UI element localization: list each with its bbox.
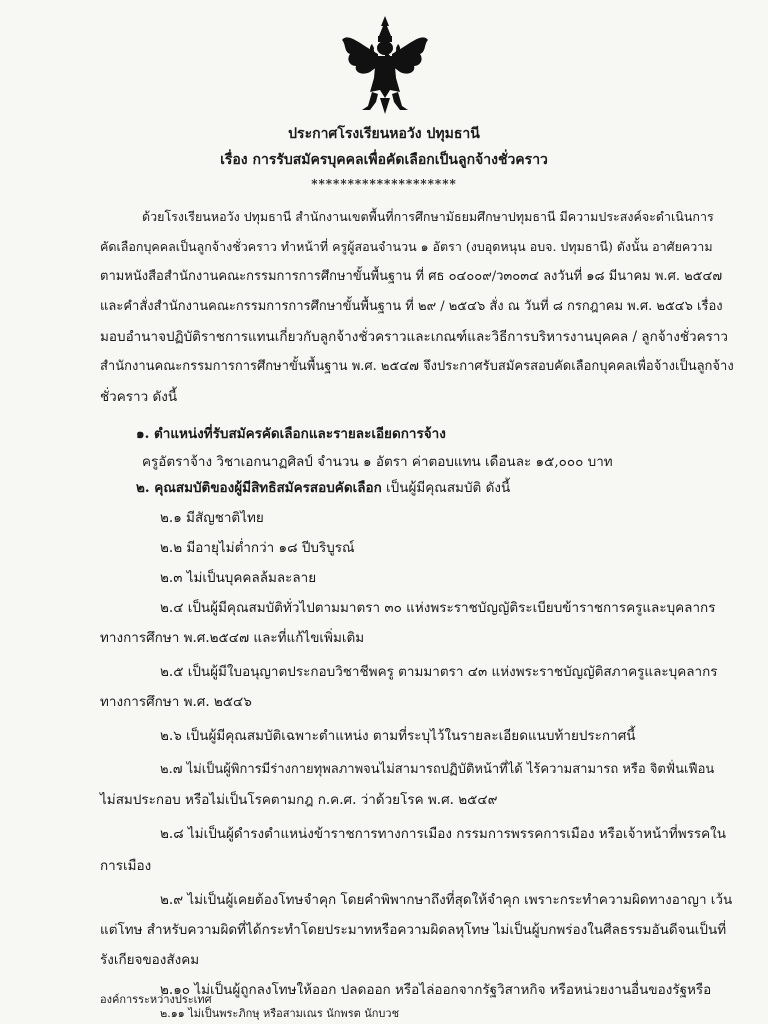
section-heading-rest: เป็นผู้มีคุณสมบัติ ดังนี้ bbox=[381, 480, 511, 496]
qualification-item: ๒.๑ มีสัญชาติไทย bbox=[160, 510, 264, 526]
qualification-item-cont: รังเกียจของสังคม bbox=[100, 952, 200, 968]
qualification-item-cont: ทางการศึกษา พ.ศ.๒๕๔๗ และที่แก้ไขเพิ่มเติม bbox=[100, 630, 365, 646]
section-heading-bold: ๒. คุณสมบัติของผู้มีสิทธิสมัครสอบคัดเลือก bbox=[136, 480, 382, 496]
qualification-item: ๒.๙ ไม่เป็นผู้เคยต้องโทษจำคุก โดยคำพิพากษาถึงที่สุดให้จำคุก เพราะกระทำความผิดทางอาญา เว้น bbox=[160, 892, 733, 908]
intro-line: มอบอำนาจปฏิบัติราชการแทนเกี่ยวกับลูกจ้างชั่วคราวและเกณฑ์และวิธีการบริหารงานบุคคล / ลูกจ้างชั่วคราว bbox=[100, 329, 729, 345]
qualification-item: ๒.๑๑ ไม่เป็นพระภิกษุ หรือสามเณร นักพรต นักบวช bbox=[160, 1007, 400, 1020]
intro-line: ด้วยโรงเรียนหอวัง ปทุมธานี สำนักงานเขตพื้นที่การศึกษามัธยมศึกษาปทุมธานี มีความประสงค์จะดำเนินการ bbox=[142, 209, 714, 224]
qualification-item: ๒.๗ ไม่เป็นผู้พิการมีร่างกายทุพลภาพจนไม่สามารถปฏิบัติหน้าที่ได้ ไร้ความสามารถ หรือ จิตฟั่นเฟือน bbox=[160, 762, 715, 777]
announcement-title: ประกาศโรงเรียนหอวัง ปทุมธานี bbox=[288, 126, 480, 142]
position-detail: ครูอัตราจ้าง วิชาเอกนาฏศิลป์ จำนวน ๑ อัตรา ค่าตอบแทน เดือนละ ๑๕,๐๐๐ บาท bbox=[142, 454, 613, 470]
intro-line: ชั่วคราว ดังนี้ bbox=[100, 389, 178, 405]
title-separator: ******************** bbox=[311, 177, 457, 191]
intro-line: และคำสั่งสำนักงานคณะกรรมการการศึกษาขั้นพื้นฐาน ที่ ๒๙ / ๒๕๔๖ สั่ง ณ วันที่ ๘ กรกฎาคม พ.ศ. ๒๕๔๖ เรื่อง bbox=[100, 299, 723, 314]
section-heading: ๑. ตำแหน่งที่รับสมัครคัดเลือกและรายละเอียดการจ้าง bbox=[136, 426, 446, 442]
qualification-item: ๒.๒ มีอายุไม่ต่ำกว่า ๑๘ ปีบริบูรณ์ bbox=[160, 540, 355, 556]
qualification-item: ๒.๔ เป็นผู้มีคุณสมบัติทั่วไปตามมาตรา ๓๐ แห่งพระราชบัญญัติระเบียบข้าราชการครูและบุคลากร bbox=[160, 600, 716, 616]
announcement-subject: เรื่อง การรับสมัครบุคคลเพื่อคัดเลือกเป็นลูกจ้างชั่วคราว bbox=[220, 152, 548, 168]
intro-line: คัดเลือกบุคคลเป็นลูกจ้างชั่วคราว ทำหน้าที่ ครูผู้สอนจำนวน ๑ อัตรา (งบอุดหนุน อบจ. ปทุมธานี) ดังนั้น อาศัยความ bbox=[100, 239, 713, 254]
qualification-item: ๒.๖ เป็นผู้มีคุณสมบัติเฉพาะตำแหน่ง ตามที่ระบุไว้ในรายละเอียดแนบท้ายประกาศนี้ bbox=[160, 728, 636, 744]
qualification-item-cont: องค์การระหว่างประเทศ bbox=[100, 993, 212, 1006]
intro-line: ตามหนังสือสำนักงานคณะกรรมการการศึกษาขั้นพื้นฐาน ที่ ศธ ๐๔๐๐๙/ว๓๐๓๔ ลงวันที่ ๑๘ มีนาคม พ.ศ. ๒๕๔๗ bbox=[100, 269, 723, 284]
section-heading bbox=[136, 478, 510, 498]
qualification-item-cont: ทางการศึกษา พ.ศ. ๒๕๔๖ bbox=[100, 694, 252, 710]
qualification-item: ๒.๑๐ ไม่เป็นผู้ถูกลงโทษให้ออก ปลดออก หรือไล่ออกจากรัฐวิสาหกิจ หรือหน่วยงานอื่นของรัฐหรือ bbox=[160, 982, 712, 998]
qualification-item: ๒.๘ ไม่เป็นผู้ดำรงตำแหน่งข้าราชการทางการเมือง กรรมการพรรคการเมือง หรือเจ้าหน้าที่พรรคใน bbox=[160, 826, 726, 842]
qualification-item-cont: แต่โทษ สำหรับความผิดที่ได้กระทำโดยประมาทหรือความผิดลหุโทษ ไม่เป็นผู้บกพร่องในศีลธรรมอันดีจนเป็นที่ bbox=[100, 922, 727, 938]
garuda-emblem-icon bbox=[340, 14, 430, 116]
qualification-item: ๒.๕ เป็นผู้มีใบอนุญาตประกอบวิชาชีพครู ตามมาตรา ๔๓ แห่งพระราชบัญญัติสภาครูและบุคลากร bbox=[160, 664, 718, 680]
intro-line: สำนักงานคณะกรรมการการศึกษาขั้นพื้นฐาน พ.ศ. ๒๕๔๗ จึงประกาศรับสมัครสอบคัดเลือกบุคคลเพื่อจ้างเป็นลูกจ้าง bbox=[100, 359, 734, 374]
qualification-item-cont: การเมือง bbox=[100, 858, 152, 874]
qualification-item-cont: ไม่สมประกอบ หรือไม่เป็นโรคตามกฎ ก.ค.ศ. ว่าด้วยโรค พ.ศ. ๒๕๔๙ bbox=[100, 792, 498, 808]
qualification-item: ๒.๓ ไม่เป็นบุคคลล้มละลาย bbox=[160, 570, 317, 586]
